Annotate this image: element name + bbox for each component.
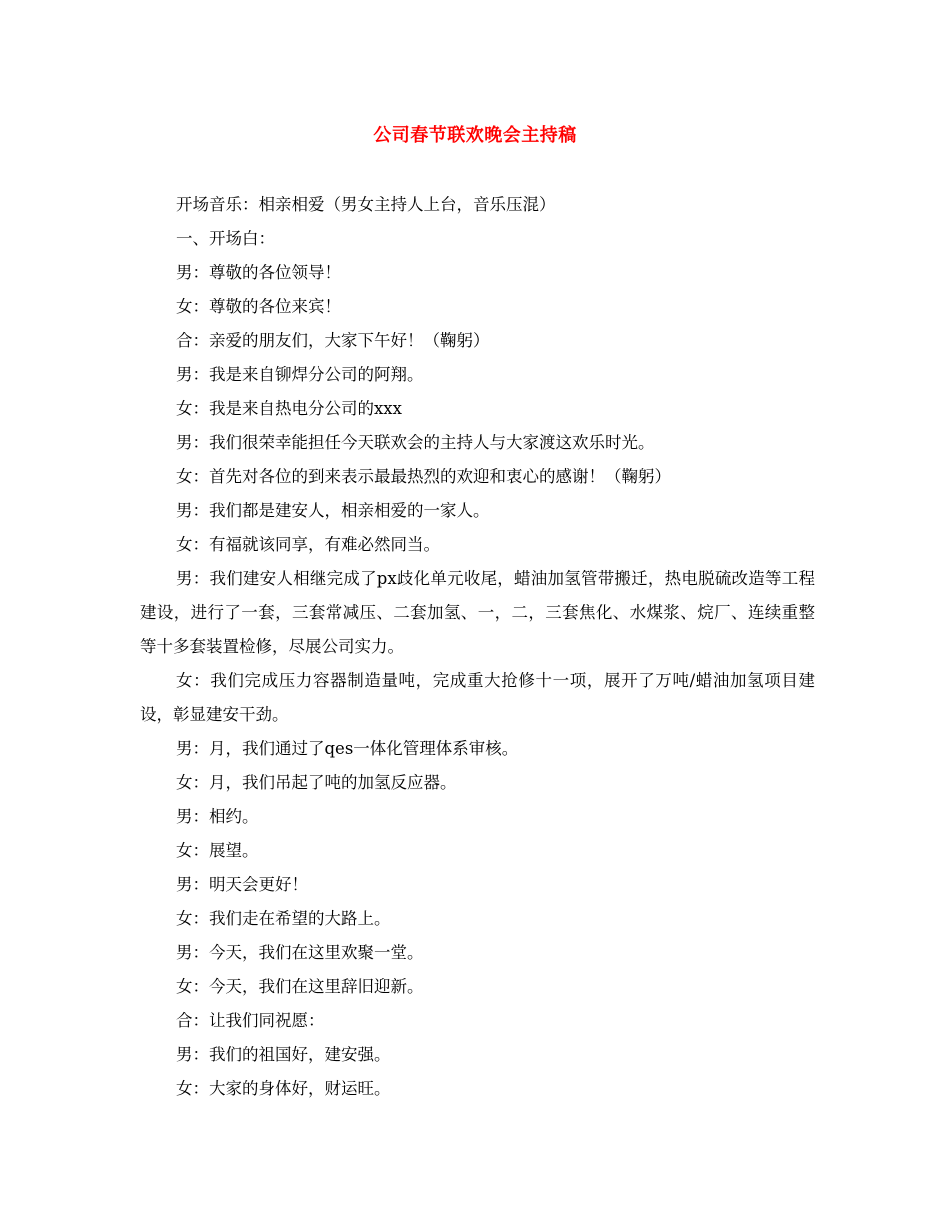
document-title: 公司春节联欢晚会主持稿 xyxy=(373,125,577,146)
paragraph: 合：让我们同祝愿： xyxy=(176,1011,325,1030)
document-body xyxy=(140,188,815,1106)
paragraph: 男：我们很荣幸能担任今天联欢会的主持人与大家渡这欢乐时光。 xyxy=(176,433,655,452)
paragraph: 女：尊敬的各位来宾！ xyxy=(176,297,341,316)
paragraph: 男：我们的祖国好，建安强。 xyxy=(176,1045,391,1064)
paragraph: 女：今天，我们在这里辞旧迎新。 xyxy=(176,977,424,996)
paragraph: 开场音乐：相亲相爱（男女主持人上台，音乐压混） xyxy=(176,195,556,214)
paragraph: 合：亲爱的朋友们，大家下午好！（鞠躬） xyxy=(176,331,490,350)
paragraph: 女：我们走在希望的大路上。 xyxy=(176,909,391,928)
paragraph: 一、开场白： xyxy=(176,229,275,248)
paragraph: 男：尊敬的各位领导！ xyxy=(176,263,341,282)
paragraph: 女：展望。 xyxy=(176,841,259,860)
paragraph: 男：我们建安人相继完成了px歧化单元收尾，蜡油加氢管带搬迁，热电脱硫改造等工程建设，进行了一套，三套常减压、二套加氢、一，二，三套焦化、水煤浆、烷厂、连续重整等十多套装置检修，尽展公司实力。 xyxy=(140,569,815,656)
paragraph: 女：我们完成压力容器制造量吨，完成重大抢修十一项，展开了万吨/蜡油加氢项目建设，彰显建安干劲。 xyxy=(140,671,815,724)
paragraph: 男：我是来自铆焊分公司的阿翔。 xyxy=(176,365,424,384)
paragraph: 男：今天，我们在这里欢聚一堂。 xyxy=(176,943,424,962)
paragraph: 女：我是来自热电分公司的xxx xyxy=(176,399,402,418)
paragraph: 女：首先对各位的到来表示最最热烈的欢迎和衷心的感谢！（鞠躬） xyxy=(176,467,671,486)
paragraph: 男：明天会更好！ xyxy=(176,875,308,894)
paragraph: 女：月，我们吊起了吨的加氢反应器。 xyxy=(176,773,457,792)
paragraph: 女：大家的身体好，财运旺。 xyxy=(176,1079,391,1098)
paragraph: 男：我们都是建安人，相亲相爱的一家人。 xyxy=(176,501,490,520)
paragraph: 女：有福就该同享，有难必然同当。 xyxy=(176,535,440,554)
paragraph: 男：月，我们通过了qes一体化管理体系审核。 xyxy=(176,739,519,758)
paragraph: 男：相约。 xyxy=(176,807,259,826)
